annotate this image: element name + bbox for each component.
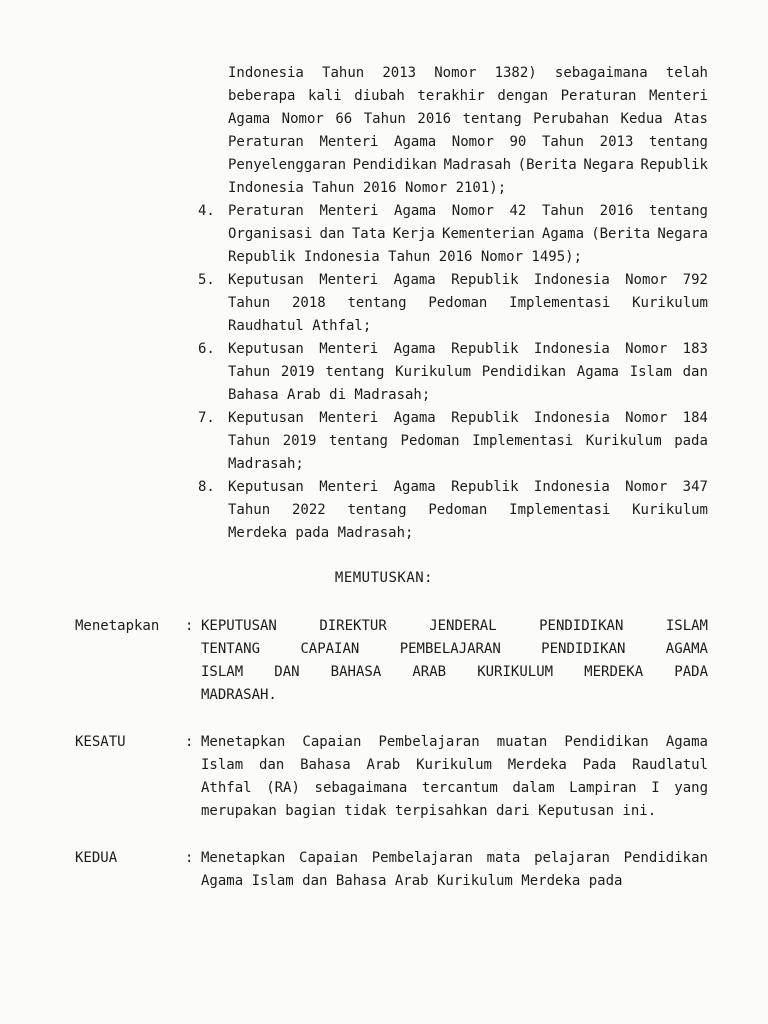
list-item-5-line-2: Tahun 2018 tentang Pedoman Implementasi Kurikulum bbox=[228, 295, 708, 311]
list-item-5-line-3: Raudhatul Athfal; bbox=[228, 318, 372, 334]
list-item-8-line-3: Merdeka pada Madrasah; bbox=[228, 525, 414, 541]
list-item-3-line-3: Agama Nomor 66 Tahun 2016 tentang Perubahan Kedua Atas bbox=[228, 111, 708, 127]
list-item-number: 4. bbox=[198, 203, 215, 219]
section-kesatu-line-4: merupakan bagian tidak terpisahkan dari Keputusan ini. bbox=[201, 803, 657, 819]
section-label-kedua: KEDUA bbox=[75, 850, 118, 866]
list-item-7-line-2: Tahun 2019 tentang Pedoman Implementasi Kurikulum pada bbox=[228, 433, 708, 449]
list-item-8-line-2: Tahun 2022 tentang Pedoman Implementasi Kurikulum bbox=[228, 502, 708, 518]
section-menetapkan-line-3: ISLAM DAN BAHASA ARAB KURIKULUM MERDEKA PADA bbox=[201, 664, 708, 680]
decision-heading: MEMUTUSKAN: bbox=[334, 570, 434, 586]
list-item-3-line-4: Peraturan Menteri Agama Nomor 90 Tahun 2013 tentang bbox=[228, 134, 708, 150]
list-item-8-line-1: Keputusan Menteri Agama Republik Indonesia Nomor 347 bbox=[228, 479, 708, 495]
list-item-5-line-1: Keputusan Menteri Agama Republik Indonesia Nomor 792 bbox=[228, 272, 708, 288]
section-menetapkan-line-1: KEPUTUSAN DIREKTUR JENDERAL PENDIDIKAN ISLAM bbox=[201, 618, 708, 634]
section-colon: : bbox=[185, 850, 194, 866]
list-item-6-line-1: Keputusan Menteri Agama Republik Indonesia Nomor 183 bbox=[228, 341, 708, 357]
section-kesatu-line-2: Islam dan Bahasa Arab Kurikulum Merdeka Pada Raudlatul bbox=[201, 757, 708, 773]
section-label-kesatu: KESATU bbox=[75, 734, 126, 750]
list-item-number: 5. bbox=[198, 272, 215, 288]
list-item-7-line-1: Keputusan Menteri Agama Republik Indonesia Nomor 184 bbox=[228, 410, 708, 426]
list-item-6-line-2: Tahun 2019 tentang Kurikulum Pendidikan Agama Islam dan bbox=[228, 364, 708, 380]
section-kesatu-line-3: Athfal (RA) sebagaimana tercantum dalam Lampiran I yang bbox=[201, 780, 708, 796]
list-item-3-line-6: Indonesia Tahun 2016 Nomor 2101); bbox=[228, 180, 507, 196]
section-kesatu-line-1: Menetapkan Capaian Pembelajaran muatan Pendidikan Agama bbox=[201, 734, 708, 750]
list-item-number: 8. bbox=[198, 479, 215, 495]
section-colon: : bbox=[185, 618, 194, 634]
list-item-3-line-2: beberapa kali diubah terakhir dengan Peraturan Menteri bbox=[228, 88, 708, 104]
section-colon: : bbox=[185, 734, 194, 750]
section-menetapkan-line-2: TENTANG CAPAIAN PEMBELAJARAN PENDIDIKAN AGAMA bbox=[201, 641, 708, 657]
list-item-7-line-3: Madrasah; bbox=[228, 456, 304, 472]
list-item-6-line-3: Bahasa Arab di Madrasah; bbox=[228, 387, 431, 403]
list-item-3-line-5: Penyelenggaran Pendidikan Madrasah (Berita Negara Republik bbox=[228, 157, 708, 173]
list-item-4-line-2: Organisasi dan Tata Kerja Kementerian Agama (Berita Negara bbox=[228, 226, 708, 242]
list-item-number: 7. bbox=[198, 410, 215, 426]
section-label-menetapkan: Menetapkan bbox=[75, 618, 160, 634]
section-kedua-line-2: Agama Islam dan Bahasa Arab Kurikulum Merdeka pada bbox=[201, 873, 623, 889]
section-kedua-line-1: Menetapkan Capaian Pembelajaran mata pelajaran Pendidikan bbox=[201, 850, 708, 866]
section-menetapkan-line-4: MADRASAH. bbox=[201, 687, 277, 703]
list-item-number: 6. bbox=[198, 341, 215, 357]
list-item-4-line-1: Peraturan Menteri Agama Nomor 42 Tahun 2016 tentang bbox=[228, 203, 708, 219]
list-item-3-line-1: Indonesia Tahun 2013 Nomor 1382) sebagaimana telah bbox=[228, 65, 708, 81]
list-item-4-line-3: Republik Indonesia Tahun 2016 Nomor 1495); bbox=[228, 249, 583, 265]
